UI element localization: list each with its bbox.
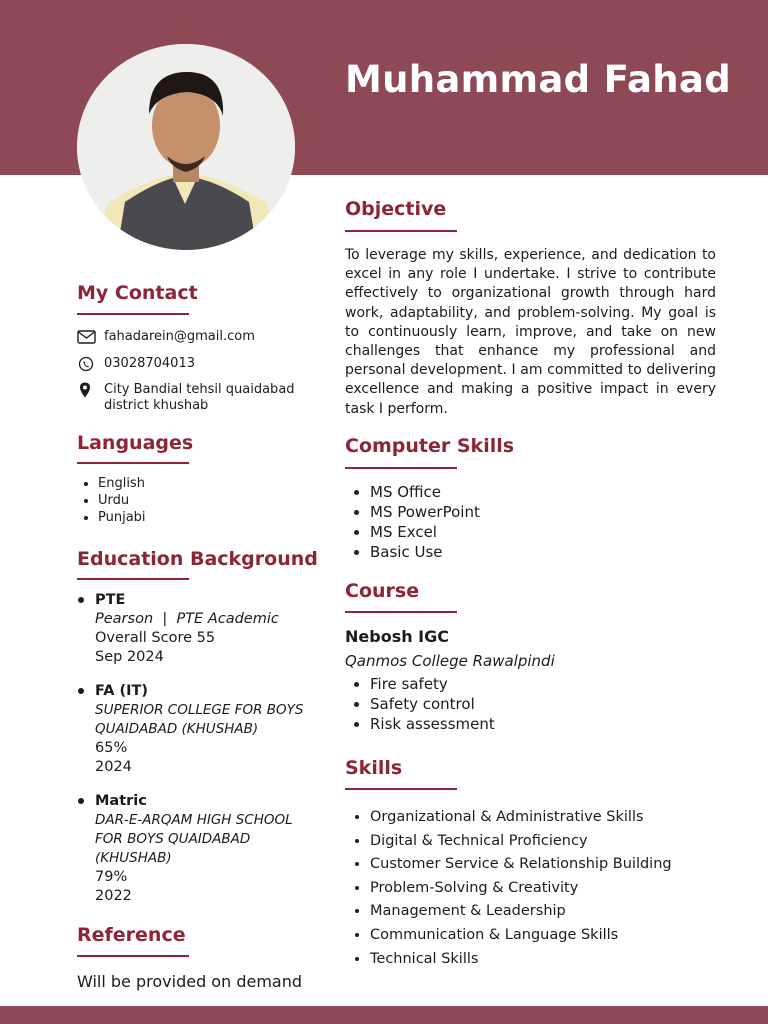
- computer-skills-heading: Computer Skills: [345, 435, 515, 457]
- skills-list: [345, 806, 672, 971]
- skill-item: • Organizational & Administrative Skills: [370, 806, 672, 830]
- location-pin-icon: [77, 382, 97, 398]
- languages-divider: [77, 462, 189, 464]
- contact-heading: My Contact: [77, 282, 198, 304]
- skills-heading: Skills: [345, 757, 403, 779]
- footer-bar: [0, 1006, 768, 1024]
- languages-heading: Languages: [77, 432, 194, 454]
- languages-list: [77, 475, 146, 526]
- profile-photo-illustration: [77, 44, 295, 250]
- person-name: Muhammad Fahad: [345, 58, 731, 101]
- education-heading: Education Background: [77, 548, 318, 570]
- education-institution: SUPERIOR COLLEGE FOR BOYS QUAIDABAD (KHUSHAB): [95, 702, 304, 737]
- objective-divider: [345, 230, 457, 232]
- computer-skills-divider: [345, 467, 457, 469]
- contact-address: [77, 382, 314, 414]
- course-title: Nebosh IGC: [345, 627, 449, 646]
- reference-heading: Reference: [77, 924, 186, 946]
- language-item: • Urdu: [98, 492, 146, 509]
- objective-heading: Objective: [345, 198, 447, 220]
- course-topics-list: [345, 674, 495, 734]
- course-topic-item: • Risk assessment: [370, 714, 495, 734]
- education-entry-matric: [77, 791, 327, 906]
- education-result: 65%: [95, 740, 128, 756]
- course-institute: Qanmos College Rawalpindi: [345, 652, 555, 670]
- course-divider: [345, 611, 457, 613]
- computer-skill-item: • MS PowerPoint: [370, 502, 480, 522]
- skill-item: • Problem-Solving & Creativity: [370, 877, 672, 901]
- education-year: Sep 2024: [95, 649, 164, 665]
- computer-skill-item: • MS Excel: [370, 522, 480, 542]
- phone-text[interactable]: 03028704013: [104, 356, 195, 371]
- education-year: 2024: [95, 759, 132, 775]
- email-text[interactable]: fahadarein@gmail.com: [104, 329, 255, 344]
- objective-paragraph: To leverage my skills, experience, and dedication to excel in any role I undertake. I strive to contribute effectively to organizational growth through hard work, adaptability, and problem-solving. My goal is to continuously learn, improve, and take on new challenges that enhance my professional and personal development. I am committed to delivering excellence and making a positive impact in every task I perform.: [345, 247, 716, 417]
- contact-phone: [77, 356, 314, 372]
- course-topic-item: • Fire safety: [370, 674, 495, 694]
- computer-skill-item: • Basic Use: [370, 542, 480, 562]
- reference-text: Will be provided on demand: [77, 972, 303, 991]
- computer-skills-list: [345, 482, 480, 562]
- education-title: PTE: [77, 590, 327, 610]
- course-heading: Course: [345, 580, 420, 602]
- skill-item: • Digital & Technical Proficiency: [370, 830, 672, 854]
- education-title: FA (IT): [77, 681, 327, 701]
- skill-item: • Customer Service & Relationship Building: [370, 853, 672, 877]
- computer-skill-item: • MS Office: [370, 482, 480, 502]
- reference-divider: [77, 955, 189, 957]
- education-divider: [77, 578, 189, 580]
- education-year: 2022: [95, 888, 132, 904]
- address-text: City Bandial tehsil quaidabad district khushab: [104, 382, 295, 413]
- skill-item: • Management & Leadership: [370, 900, 672, 924]
- education-result: 79%: [95, 869, 128, 885]
- skills-divider: [345, 788, 457, 790]
- contact-divider: [77, 313, 189, 315]
- language-item: • English: [98, 475, 146, 492]
- education-result: Overall Score 55: [95, 630, 216, 646]
- skill-item: • Communication & Language Skills: [370, 924, 672, 948]
- course-topic-item: • Safety control: [370, 694, 495, 714]
- education-title: Matric: [77, 791, 327, 811]
- contact-email: [77, 329, 314, 345]
- education-institution: Pearson | PTE Academic: [95, 611, 279, 627]
- education-entry-fa: [77, 681, 327, 777]
- education-institution: DAR-E-ARQAM HIGH SCHOOL FOR BOYS QUAIDABAD (KHUSHAB): [95, 812, 293, 866]
- profile-photo: [77, 44, 295, 250]
- phone-icon: [77, 356, 97, 372]
- language-item: • Punjabi: [98, 509, 146, 526]
- education-entry-pte: [77, 590, 327, 667]
- mail-icon: [77, 329, 97, 345]
- skill-item: • Technical Skills: [370, 948, 672, 972]
